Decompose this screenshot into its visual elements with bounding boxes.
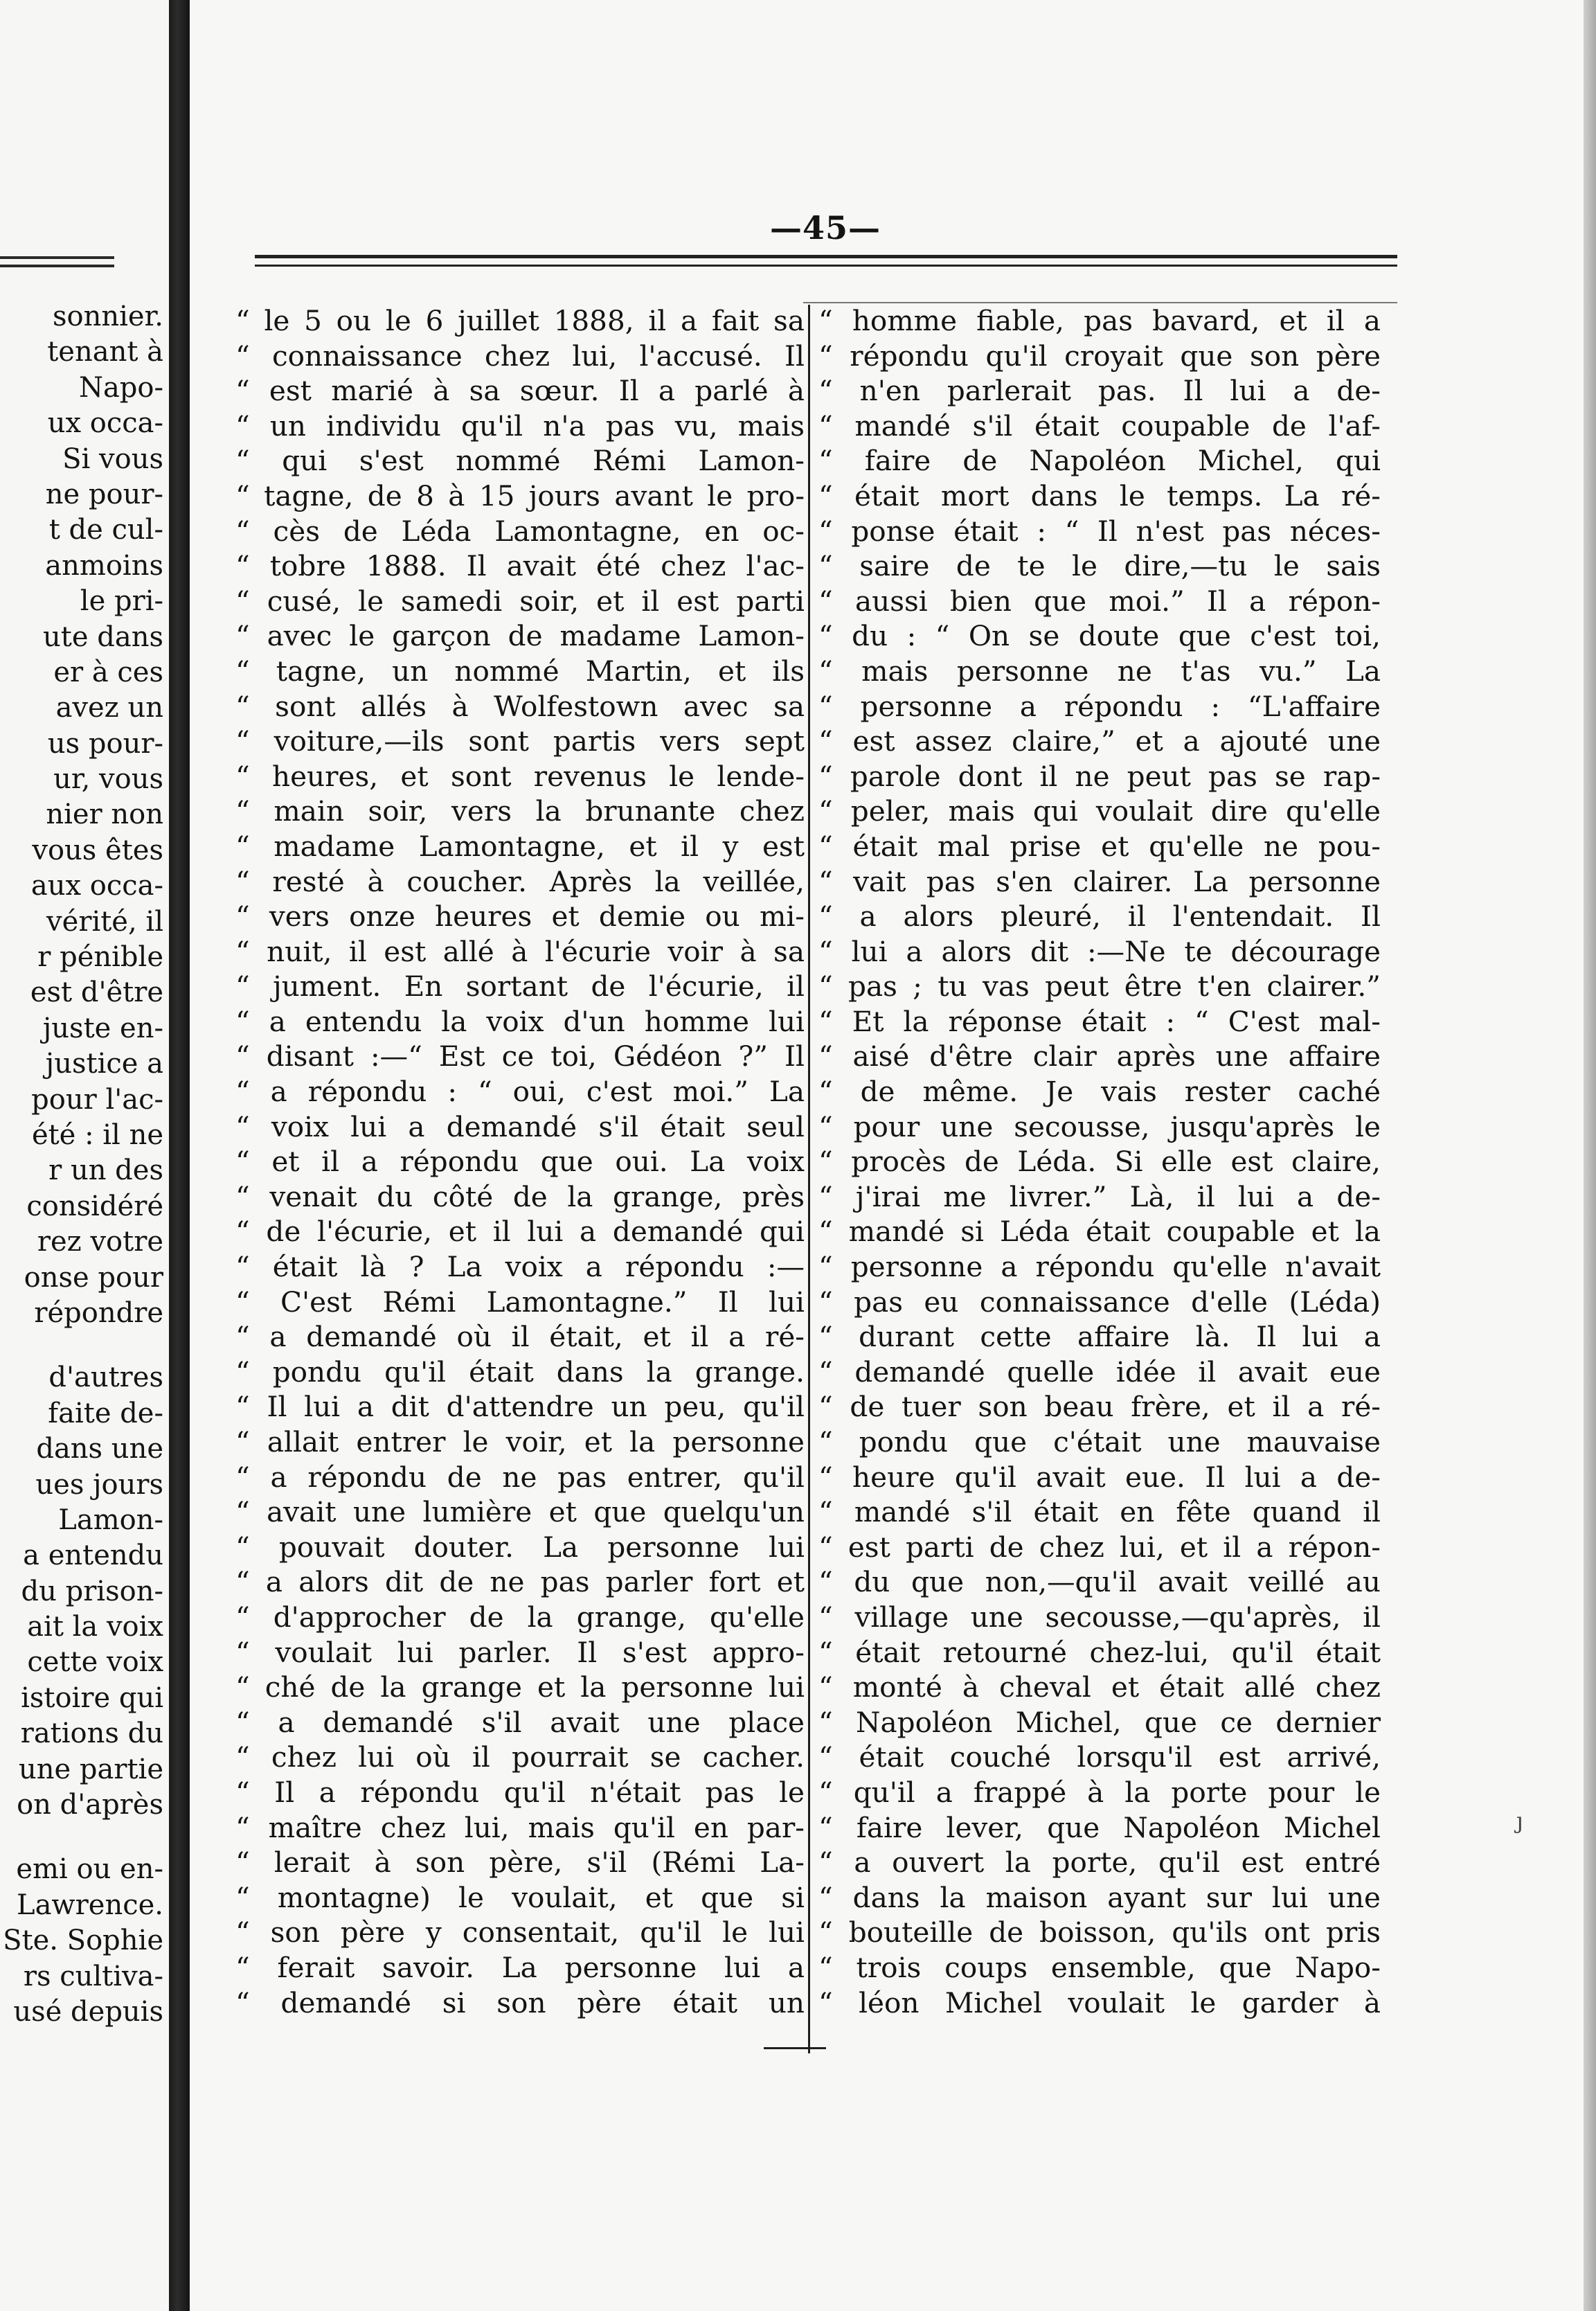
text-line: “ saire de te le dire,—tu le sais (818, 549, 1381, 583)
text-line: “ jument. En sortant de l'écurie, il (235, 970, 805, 1003)
text-line: “ disant :—“ Est ce toi, Gédéon ?” Il (235, 1039, 805, 1073)
margin-mark: ȷ (1516, 1808, 1523, 1834)
text-line: “ était retourné chez-lui, qu'il était (818, 1635, 1381, 1669)
text-line: “ qui s'est nommé Rémi Lamon- (235, 444, 805, 478)
text-line: “ ché de la grange et la personne lui (235, 1670, 805, 1704)
text-line: “ aisé d'être clair après une affaire (818, 1039, 1381, 1073)
text-line: “ connaissance chez lui, l'accusé. Il (235, 339, 805, 373)
left-page-line: Ste. Sophie (3, 1925, 163, 1957)
left-page-line: rations du (20, 1717, 163, 1750)
text-line: “ sont allés à Wolfestown avec sa (235, 689, 805, 723)
text-line: “ cusé, le samedi soir, et il est parti (235, 584, 805, 618)
left-page-line: ux occa- (47, 407, 163, 440)
text-line: “ venait du côté de la grange, près (235, 1179, 805, 1213)
text-line: “ son père y consentait, qu'il le lui (235, 1916, 805, 1949)
left-page-line: cette voix (27, 1646, 163, 1679)
header-rule (255, 255, 1397, 258)
text-line: “ avait une lumière et que quelqu'un (235, 1495, 805, 1529)
text-line: “ Et la réponse était : “ C'est mal- (818, 1004, 1381, 1038)
text-line: “ aussi bien que moi.” Il a répon- (818, 584, 1381, 618)
text-line: “ demandé si son père était un (235, 1986, 805, 2019)
left-page-text (0, 299, 169, 2030)
text-column-left (235, 303, 805, 2020)
left-page-line: onse pour (24, 1261, 163, 1294)
text-line: “ pour une secousse, jusqu'après le (818, 1109, 1381, 1143)
left-page-line: faite de- (48, 1397, 163, 1429)
left-page-line: anmoins (45, 549, 163, 582)
text-line: “ heures, et sont revenus le lende- (235, 759, 805, 793)
left-page-line: on d'après (17, 1789, 163, 1821)
page-edge (1584, 0, 1596, 2311)
text-line: “ et il a répondu que oui. La voix (235, 1145, 805, 1179)
left-page-line: aux occa- (30, 870, 163, 902)
left-page-line: r un des (48, 1154, 163, 1187)
text-line: “ personne a répondu qu'elle n'avait (818, 1250, 1381, 1284)
text-line: “ C'est Rémi Lamontagne.” Il lui (235, 1285, 805, 1319)
left-page-line: us pour- (47, 727, 163, 760)
left-page-line: Lawrence. (17, 1889, 163, 1921)
text-line: “ main soir, vers la brunante chez (235, 794, 805, 828)
left-page-line: été : il ne (31, 1118, 163, 1151)
header-rule (255, 265, 1397, 267)
text-line: “ est assez claire,” et a ajouté une (818, 724, 1381, 758)
text-line: “ un individu qu'il n'a pas vu, mais (235, 409, 805, 443)
left-page-line: avez un (55, 692, 163, 724)
text-line: “ vers onze heures et demie ou mi- (235, 900, 805, 934)
column-divider (808, 305, 810, 2053)
text-line: “ personne a répondu : “L'affaire (818, 689, 1381, 723)
text-line: “ montagne) le voulait, et que si (235, 1880, 805, 1914)
text-line: “ village une secousse,—qu'après, il (818, 1600, 1381, 1634)
text-line: “ tagne, un nommé Martin, et ils (235, 654, 805, 688)
left-page-line: t de cul- (48, 514, 163, 546)
text-line: “ de l'écurie, et il lui a demandé qui (235, 1215, 805, 1249)
text-line: “ procès de Léda. Si elle est claire, (818, 1145, 1381, 1179)
left-page-line: est d'être (30, 976, 163, 1009)
text-line: “ a demandé où il était, et il a ré- (235, 1320, 805, 1354)
left-page-line: er à ces (53, 656, 163, 688)
text-line: “ pas eu connaissance d'elle (Léda) (818, 1285, 1381, 1319)
left-page-line: a entendu (23, 1540, 163, 1572)
left-page-line: rs cultiva- (23, 1960, 163, 1992)
text-line: “ demandé quelle idée il avait eue (818, 1355, 1381, 1389)
text-line: “ faire de Napoléon Michel, qui (818, 444, 1381, 478)
left-page-line: vérité, il (46, 905, 163, 938)
text-line: “ maître chez lui, mais qu'il en par- (235, 1810, 805, 1844)
left-page-line: ues jours (35, 1468, 163, 1501)
text-line: “ pouvait douter. La personne lui (235, 1530, 805, 1564)
text-line: “ nuit, il est allé à l'écurie voir à sa (235, 934, 805, 968)
text-line: “ de même. Je vais rester caché (818, 1075, 1381, 1109)
text-line: “ était mal prise et qu'elle ne pou- (818, 829, 1381, 863)
text-line: “ Il a répondu qu'il n'était pas le (235, 1775, 805, 1809)
book-gutter (169, 0, 190, 2311)
text-line: “ durant cette affaire là. Il lui a (818, 1320, 1381, 1354)
text-line: “ a demandé s'il avait une place (235, 1705, 805, 1739)
text-line: “ de tuer son beau frère, et il a ré- (818, 1390, 1381, 1424)
text-line: “ ferait savoir. La personne lui a (235, 1950, 805, 1984)
text-line: “ lui a alors dit :—Ne te décourage (818, 934, 1381, 968)
text-line: “ cès de Léda Lamontagne, en oc- (235, 514, 805, 548)
text-line: “ a ouvert la porte, qu'il est entré (818, 1846, 1381, 1880)
text-line: “ était mort dans le temps. La ré- (818, 479, 1381, 512)
text-line: “ léon Michel voulait le garder à (818, 1986, 1381, 2019)
text-line: “ a entendu la voix d'un homme lui (235, 1004, 805, 1038)
text-line: “ tagne, de 8 à 15 jours avant le pro- (235, 479, 805, 512)
text-line: “ était couché lorsqu'il est arrivé, (818, 1740, 1381, 1774)
text-line: “ chez lui où il pourrait se cacher. (235, 1740, 805, 1774)
text-line: “ est parti de chez lui, et il a répon- (818, 1530, 1381, 1564)
text-column-right (818, 303, 1381, 2020)
paragraph-gap (0, 1331, 163, 1360)
text-line: “ parole dont il ne peut pas se rap- (818, 759, 1381, 793)
text-line: “ voulait lui parler. Il s'est appro- (235, 1635, 805, 1669)
left-page-line: dans une (36, 1433, 163, 1465)
left-page-line: ur, vous (53, 763, 163, 796)
text-line: “ du que non,—qu'il avait veillé au (818, 1565, 1381, 1599)
paragraph-gap (0, 1823, 163, 1852)
text-line: “ Napoléon Michel, que ce dernier (818, 1705, 1381, 1739)
left-page-line: r pénible (37, 941, 163, 974)
page-number: —45— (770, 209, 881, 247)
left-page-line: Si vous (62, 443, 163, 475)
left-page-line: ute dans (43, 621, 163, 653)
text-line: “ qu'il a frappé à la porte pour le (818, 1775, 1381, 1809)
left-page-line: justice a (45, 1048, 163, 1080)
text-line: “ avec le garçon de madame Lamon- (235, 619, 805, 653)
left-page-line: rez votre (37, 1226, 163, 1258)
text-line: “ heure qu'il avait eue. Il lui a de- (818, 1460, 1381, 1494)
left-page-line: pour l'ac- (31, 1083, 163, 1116)
text-line: “ était là ? La voix a répondu :— (235, 1250, 805, 1284)
text-line: “ le 5 ou le 6 juillet 1888, il a fait sa (235, 304, 805, 337)
text-line: “ a alors pleuré, il l'entendait. Il (818, 900, 1381, 934)
text-line: “ mandé si Léda était coupable et la (818, 1215, 1381, 1249)
left-page-fragment (0, 0, 169, 2311)
text-line: “ j'irai me livrer.” Là, il lui a de- (818, 1179, 1381, 1213)
text-line: “ voiture,—ils sont partis vers sept (235, 724, 805, 758)
text-line: “ monté à cheval et était allé chez (818, 1670, 1381, 1704)
text-line: “ madame Lamontagne, et il y est (235, 829, 805, 863)
text-line: “ Il lui a dit d'attendre un peu, qu'il (235, 1390, 805, 1424)
text-line: “ a répondu : “ oui, c'est moi.” La (235, 1075, 805, 1109)
left-page-line: juste en- (42, 1012, 163, 1044)
left-page-line: tenant à (47, 336, 163, 368)
left-page-line: répondre (34, 1296, 163, 1329)
text-line: “ pondu qu'il était dans la grange. (235, 1355, 805, 1389)
text-line: “ a répondu de ne pas entrer, qu'il (235, 1460, 805, 1494)
text-line: “ a alors dit de ne pas parler fort et (235, 1565, 805, 1599)
left-page-line: istoire qui (21, 1681, 163, 1714)
left-page-line: emi ou en- (16, 1853, 163, 1886)
text-line: “ dans la maison ayant sur lui une (818, 1880, 1381, 1914)
left-page-line: ne pour- (45, 478, 163, 510)
text-line: “ resté à coucher. Après la veillée, (235, 864, 805, 898)
left-page-line: Napo- (78, 371, 163, 404)
text-line: “ mais personne ne t'as vu.” La (818, 654, 1381, 688)
text-line: “ est marié à sa sœur. Il a parlé à (235, 374, 805, 408)
text-line: “ mandé s'il était en fête quand il (818, 1495, 1381, 1529)
text-line: “ ponse était : “ Il n'est pas néces- (818, 514, 1381, 548)
text-line: “ du : “ On se doute que c'est toi, (818, 619, 1381, 653)
left-page-line: d'autres (48, 1362, 163, 1394)
text-line: “ n'en parlerait pas. Il lui a de- (818, 374, 1381, 408)
text-line: “ allait entrer le voir, et la personne (235, 1425, 805, 1458)
left-page-line: du prison- (21, 1575, 163, 1607)
text-line: “ homme fiable, pas bavard, et il a (818, 304, 1381, 337)
column-bottom-rule (764, 2047, 826, 2049)
text-line: “ trois coups ensemble, que Napo- (818, 1950, 1381, 1984)
left-page-line: nier non (46, 798, 163, 831)
text-line: “ voix lui a demandé s'il était seul (235, 1109, 805, 1143)
left-page-line: vous êtes (32, 834, 163, 866)
left-page-line: une partie (18, 1753, 163, 1785)
text-line: “ peler, mais qui voulait dire qu'elle (818, 794, 1381, 828)
left-page-line: Lamon- (58, 1504, 163, 1536)
text-line: “ bouteille de boisson, qu'ils ont pris (818, 1916, 1381, 1949)
text-line: “ faire lever, que Napoléon Michel (818, 1810, 1381, 1844)
text-line: “ mandé s'il était coupable de l'af- (818, 409, 1381, 443)
left-page-line: le pri- (80, 585, 163, 618)
left-page-line: ait la voix (27, 1611, 163, 1643)
text-line: “ pas ; tu vas peut être t'en clairer.” (818, 970, 1381, 1003)
text-line: “ répondu qu'il croyait que son père (818, 339, 1381, 373)
left-page-line: considéré (26, 1190, 163, 1222)
text-line: “ lerait à son père, s'il (Rémi La- (235, 1846, 805, 1880)
text-line: “ vait pas s'en clairer. La personne (818, 864, 1381, 898)
left-page-line: sonnier. (52, 301, 163, 332)
left-page-header-rules (0, 256, 114, 273)
left-page-line: usé depuis (13, 1995, 163, 2028)
text-line: “ tobre 1888. Il avait été chez l'ac- (235, 549, 805, 583)
text-line: “ pondu que c'était une mauvaise (818, 1425, 1381, 1458)
text-line: “ d'approcher de la grange, qu'elle (235, 1600, 805, 1634)
